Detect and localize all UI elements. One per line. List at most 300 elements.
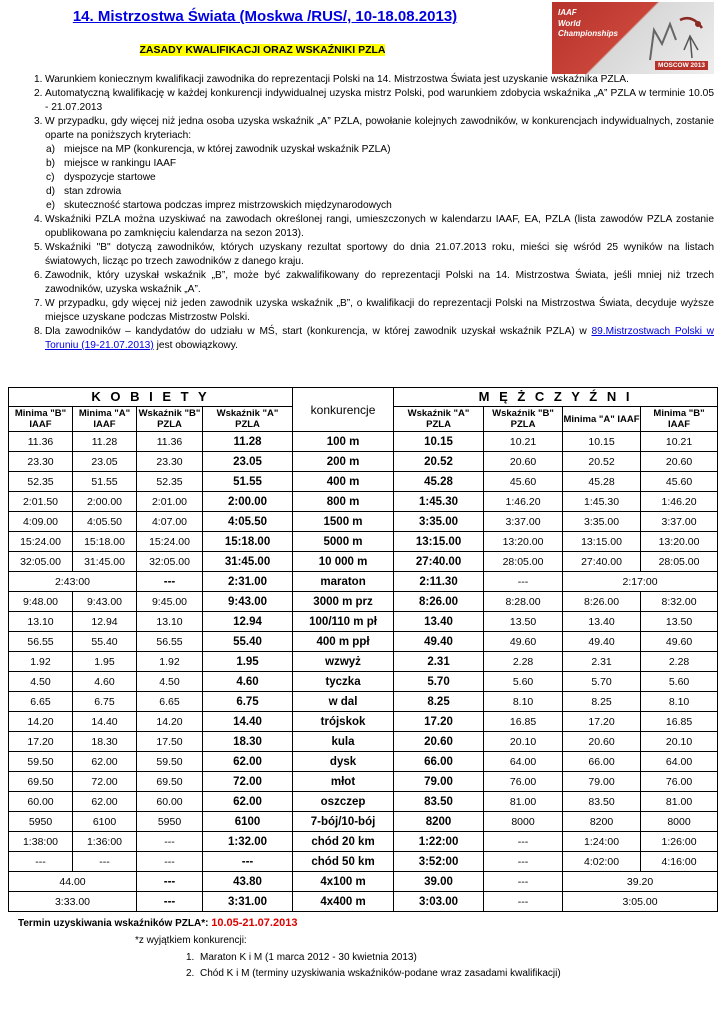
women-merged-minima: 44.00 [9,872,137,892]
men-min-b-iaaf: 20.60 [641,452,718,472]
women-wsk-b-pzla: 14.20 [137,712,203,732]
men-wsk-a-pzla: 8.25 [394,692,484,712]
women-wsk-a-pzla: 15:18.00 [203,532,293,552]
rule-text: Dla zawodników – kandydatów do udziału w MŚ, start (konkurencja, w której zawodnik uzyskał wskaźnik PZLA) w [45,326,592,337]
event-name: 4x400 m [293,892,394,912]
rule-number: 2. [34,88,43,99]
exception-text: Chód K i M (terminy uzyskiwania wskaźników-podane wraz zasadami kwalifikacji) [200,968,561,979]
event-name: wzwyż [293,652,394,672]
women-min-b-iaaf: 4.50 [9,672,73,692]
table-row [9,472,718,492]
logo-iaaf: IAAF [558,8,577,17]
criterion-c [24,171,714,185]
men-min-b-iaaf: 28:05.00 [641,552,718,572]
women-wsk-a-pzla: 18.30 [203,732,293,752]
page-subtitle [40,44,485,56]
rule-number: 6. [34,270,43,281]
women-merged-minima: 2:43:00 [9,572,137,592]
men-wsk-a-pzla: 2.31 [394,652,484,672]
rule-number: 7. [34,298,43,309]
rule-6 [24,269,714,297]
criterion-d [24,185,714,199]
rule-number: 4. [34,214,43,225]
men-wsk-b-pzla: 76.00 [484,772,563,792]
women-min-b-iaaf: 32:05.00 [9,552,73,572]
men-wsk-b-pzla: 13.50 [484,612,563,632]
men-wsk-a-pzla: 45.28 [394,472,484,492]
women-min-b-iaaf: 52.35 [9,472,73,492]
men-wsk-b-pzla: 1:46.20 [484,492,563,512]
criterion-text: miejsce na MP (konkurencja, w której zawodnik uzyskał wskaźnik PZLA) [64,144,391,155]
women-wsk-b-pzla: 59.50 [137,752,203,772]
men-wsk-a-pzla: 66.00 [394,752,484,772]
event-name: 1500 m [293,512,394,532]
men-wsk-b-pzla: 20.10 [484,732,563,752]
rule-7 [24,297,714,325]
women-min-a-iaaf: 12.94 [73,612,137,632]
women-min-b-iaaf: 23.30 [9,452,73,472]
women-header: K O B I E T Y [9,388,293,407]
men-wsk-b-pzla: --- [484,892,563,912]
criterion-text: miejsce w rankingu IAAF [64,158,177,169]
men-wsk-b-pzla: 8000 [484,812,563,832]
women-min-b-iaaf: 2:01.50 [9,492,73,512]
exception-item [178,950,561,966]
men-wsk-b-pzla: 49.60 [484,632,563,652]
men-wsk-a-pzla: 8:26.00 [394,592,484,612]
men-wsk-a-pzla: 13:15.00 [394,532,484,552]
women-min-a-iaaf: 55.40 [73,632,137,652]
event-name: chód 20 km [293,832,394,852]
table-row [9,492,718,512]
women-wsk-b-pzla: 11.36 [137,432,203,452]
men-wsk-b-pzla: 45.60 [484,472,563,492]
women-wsk-a-pzla: 2:31.00 [203,572,293,592]
women-wsk-b-pzla: 4.50 [137,672,203,692]
men-wsk-b-pzla: 28:05.00 [484,552,563,572]
men-min-b-iaaf: 2.28 [641,652,718,672]
women-wsk-a-pzla: 4.60 [203,672,293,692]
men-wsk-a-pzla: 27:40.00 [394,552,484,572]
men-wsk-b-pzla: 5.60 [484,672,563,692]
criterion-letter: d) [46,186,56,197]
men-min-a-iaaf: 45.28 [563,472,641,492]
event-name: oszczep [293,792,394,812]
women-wsk-a-pzla: --- [203,852,293,872]
table-row [9,832,718,852]
rule-number: 1. [34,74,43,85]
women-min-b-iaaf: 6.65 [9,692,73,712]
women-wsk-a-pzla: 62.00 [203,792,293,812]
table-row [9,692,718,712]
rule-5 [24,241,714,269]
women-min-a-iaaf: 62.00 [73,752,137,772]
men-min-b-iaaf: 64.00 [641,752,718,772]
men-wsk-a-pzla: 83.50 [394,792,484,812]
men-min-b-iaaf: 8:32.00 [641,592,718,612]
women-merged-minima: 3:33.00 [9,892,137,912]
women-wsk-a-pzla: 2:00.00 [203,492,293,512]
qualification-standards-table [8,387,718,912]
logo-moscow: MOSCOW 2013 [655,61,708,70]
women-wsk-b-pzla: --- [137,872,203,892]
women-min-a-iaaf: 6.75 [73,692,137,712]
men-wsk-a-pzla: 17.20 [394,712,484,732]
women-wsk-a-pzla: 55.40 [203,632,293,652]
event-name: chód 50 km [293,852,394,872]
men-wsk-b-pzla: 20.60 [484,452,563,472]
event-name: 5000 m [293,532,394,552]
athlete-icon [640,10,710,66]
women-min-a-iaaf: 14.40 [73,712,137,732]
women-min-a-iaaf: 1:36:00 [73,832,137,852]
men-wsk-a-pzla: 1:22:00 [394,832,484,852]
women-min-a-iaaf: 11.28 [73,432,137,452]
men-wsk-a-pzla: 1:45.30 [394,492,484,512]
col-m-min-b-iaaf: Minima "B" IAAF [641,407,718,432]
women-wsk-b-pzla: 17.50 [137,732,203,752]
table-row [9,752,718,772]
table-row [9,772,718,792]
col-w-min-a-iaaf: Minima "A" IAAF [73,407,137,432]
men-wsk-a-pzla: 3:35.00 [394,512,484,532]
men-wsk-a-pzla: 20.52 [394,452,484,472]
table-row [9,552,718,572]
event-name: 7-bój/10-bój [293,812,394,832]
men-wsk-a-pzla: 3:03.00 [394,892,484,912]
criterion-letter: c) [46,172,55,183]
event-name: 400 m ppł [293,632,394,652]
men-min-a-iaaf: 8.25 [563,692,641,712]
men-min-b-iaaf: 20.10 [641,732,718,752]
women-wsk-b-pzla: --- [137,832,203,852]
men-min-b-iaaf: 5.60 [641,672,718,692]
women-wsk-a-pzla: 72.00 [203,772,293,792]
table-row [9,792,718,812]
women-wsk-b-pzla: --- [137,572,203,592]
men-merged-minima: 3:05.00 [563,892,718,912]
men-min-a-iaaf: 4:02:00 [563,852,641,872]
men-min-b-iaaf: 49.60 [641,632,718,652]
pzla-period-line [18,917,297,929]
men-min-b-iaaf: 81.00 [641,792,718,812]
men-min-b-iaaf: 1:46.20 [641,492,718,512]
event-name: trójskok [293,712,394,732]
women-wsk-a-pzla: 11.28 [203,432,293,452]
women-min-b-iaaf: 4:09.00 [9,512,73,532]
women-min-a-iaaf: 9:43.00 [73,592,137,612]
table-row [9,812,718,832]
exception-note: *z wyjątkiem konkurencji: [135,935,247,946]
women-min-a-iaaf: 72.00 [73,772,137,792]
women-wsk-a-pzla: 51.55 [203,472,293,492]
women-wsk-b-pzla: 6.65 [137,692,203,712]
women-min-a-iaaf: 1.95 [73,652,137,672]
men-merged-minima: 2:17:00 [563,572,718,592]
table-row [9,532,718,552]
men-min-a-iaaf: 5.70 [563,672,641,692]
polish-championships-link[interactable]: 89.Mistrzostwach Polski w Toruniu (19-21.07.2013) [45,326,715,351]
women-wsk-a-pzla: 6100 [203,812,293,832]
rule-text: W przypadku, gdy więcej niż jedna osoba uzyska wskaźnik „A” PZLA, powołanie kolejnych zawodników, w konkurencjach indywidualnych, zostanie oparte na poniższych kryteriach: [45,116,714,141]
women-wsk-b-pzla: 1.92 [137,652,203,672]
event-name: 100 m [293,432,394,452]
col-m-wsk-a-pzla: Wskaźnik "A" PZLA [394,407,484,432]
women-min-a-iaaf: 51.55 [73,472,137,492]
subtitle-text: ZASADY KWALIFIKACJI ORAZ WSKAŹNIKI PZLA [139,44,386,56]
women-min-b-iaaf: 56.55 [9,632,73,652]
events-header: konkurencje [293,388,394,432]
women-wsk-a-pzla: 62.00 [203,752,293,772]
women-wsk-a-pzla: 3:31.00 [203,892,293,912]
women-wsk-b-pzla: --- [137,852,203,872]
women-min-a-iaaf: 62.00 [73,792,137,812]
men-min-b-iaaf: 1:26:00 [641,832,718,852]
col-m-min-a-iaaf: Minima "A" IAAF [563,407,641,432]
women-wsk-b-pzla: 5950 [137,812,203,832]
women-wsk-b-pzla: 15:24.00 [137,532,203,552]
page-title: 14. Mistrzostwa Świata (Moskwa /RUS/, 10-18.08.2013) [72,8,458,25]
men-wsk-b-pzla: 81.00 [484,792,563,812]
men-wsk-a-pzla: 39.00 [394,872,484,892]
women-wsk-b-pzla: 32:05.00 [137,552,203,572]
women-wsk-b-pzla: 13.10 [137,612,203,632]
women-min-a-iaaf: 23.05 [73,452,137,472]
men-min-a-iaaf: 3:35.00 [563,512,641,532]
men-wsk-b-pzla: 64.00 [484,752,563,772]
criterion-letter: a) [46,144,56,155]
event-name: 400 m [293,472,394,492]
women-min-a-iaaf: 4:05.50 [73,512,137,532]
men-min-a-iaaf: 27:40.00 [563,552,641,572]
logo-championships: Championships [558,29,619,38]
women-min-a-iaaf: 4.60 [73,672,137,692]
table-row [9,892,718,912]
men-min-a-iaaf: 13.40 [563,612,641,632]
table-row [9,452,718,472]
women-wsk-a-pzla: 9:43.00 [203,592,293,612]
men-min-a-iaaf: 13:15.00 [563,532,641,552]
event-name: w dal [293,692,394,712]
women-min-b-iaaf: 5950 [9,812,73,832]
women-wsk-a-pzla: 1.95 [203,652,293,672]
criterion-text: stan zdrowia [64,186,122,197]
rule-text: Wskaźniki "B" dotyczą zawodników, których uzyskany rezultat sportowy do dnia 21.07.2013 roku, mieści się wśród 25 wyników na listach światowych, licząc po trzech zawodników z danego kraju. [45,242,714,267]
table-row [9,652,718,672]
women-wsk-a-pzla: 1:32.00 [203,832,293,852]
men-min-b-iaaf: 76.00 [641,772,718,792]
pzla-period-label: Termin uzyskiwania wskaźników PZLA*: [18,918,212,929]
men-wsk-b-pzla: 16.85 [484,712,563,732]
men-wsk-b-pzla: 13:20.00 [484,532,563,552]
table-row [9,672,718,692]
table-row [9,612,718,632]
event-name: 10 000 m [293,552,394,572]
women-min-a-iaaf: 6100 [73,812,137,832]
women-min-a-iaaf: 15:18.00 [73,532,137,552]
men-wsk-b-pzla: 10.21 [484,432,563,452]
men-wsk-a-pzla: 13.40 [394,612,484,632]
men-min-a-iaaf: 83.50 [563,792,641,812]
men-min-a-iaaf: 66.00 [563,752,641,772]
men-min-a-iaaf: 8200 [563,812,641,832]
exception-number: 1. [186,952,195,963]
exception-text: Maraton K i M (1 marca 2012 - 30 kwietnia 2013) [200,952,417,963]
men-min-b-iaaf: 8.10 [641,692,718,712]
men-min-a-iaaf: 20.60 [563,732,641,752]
men-wsk-a-pzla: 10.15 [394,432,484,452]
men-wsk-b-pzla: --- [484,832,563,852]
women-wsk-b-pzla: 56.55 [137,632,203,652]
women-wsk-a-pzla: 31:45.00 [203,552,293,572]
logo-world: World [558,19,581,28]
rule-2 [24,87,714,115]
women-min-b-iaaf: 59.50 [9,752,73,772]
women-min-b-iaaf: 9:48.00 [9,592,73,612]
championships-logo [552,2,714,74]
men-wsk-b-pzla: 3:37.00 [484,512,563,532]
rule-8 [24,325,714,353]
women-min-b-iaaf: 1:38:00 [9,832,73,852]
criterion-letter: e) [46,200,56,211]
men-wsk-a-pzla: 49.40 [394,632,484,652]
rule-number: 5. [34,242,43,253]
rule-text: W przypadku, gdy więcej niż jeden zawodnik uzyska wskaźnik „B”, o kwalifikacji do reprezentacji Polski na Mistrzostwa Świata, decyduje wyższe miejsce uzyskane podczas Mistrzostw Polski. [45,298,714,323]
event-name: 4x100 m [293,872,394,892]
women-wsk-b-pzla: 60.00 [137,792,203,812]
men-wsk-b-pzla: 2.28 [484,652,563,672]
women-wsk-a-pzla: 43.80 [203,872,293,892]
exception-list [178,950,561,982]
rule-number: 8. [34,326,43,337]
women-wsk-b-pzla: 52.35 [137,472,203,492]
table-row [9,592,718,612]
women-min-b-iaaf: 17.20 [9,732,73,752]
men-merged-minima: 39.20 [563,872,718,892]
women-min-b-iaaf: --- [9,852,73,872]
table-row [9,872,718,892]
table-row [9,632,718,652]
men-min-a-iaaf: 17.20 [563,712,641,732]
event-name: tyczka [293,672,394,692]
men-wsk-b-pzla: --- [484,572,563,592]
men-wsk-a-pzla: 3:52:00 [394,852,484,872]
men-min-a-iaaf: 10.15 [563,432,641,452]
criterion-a [24,143,714,157]
women-min-a-iaaf: --- [73,852,137,872]
rule-number: 3. [34,116,43,127]
table-row [9,712,718,732]
men-min-b-iaaf: 4:16:00 [641,852,718,872]
exception-number: 2. [186,968,195,979]
men-min-b-iaaf: 10.21 [641,432,718,452]
rule-text: Zawodnik, który uzyskał wskaźnik „B”, może być zakwalifikowany do reprezentacji Polski na 14. Mistrzostwa Świata, jeśli mniej niż trzech zawodników, uzyska wskaźnik „A”. [45,270,714,295]
women-wsk-a-pzla: 12.94 [203,612,293,632]
women-wsk-b-pzla: 4:07.00 [137,512,203,532]
col-w-min-b-iaaf: Minima "B" IAAF [9,407,73,432]
rule-text: Wskaźniki PZLA można uzyskiwać na zawodach określonej rangi, umieszczonych w kalendarzu IAAF, EA, PZLA (lista zawodów PZLA zostanie opublikowana po zamknięciu kalendarza na sezon 2013). [45,214,714,239]
women-min-b-iaaf: 60.00 [9,792,73,812]
men-min-b-iaaf: 13:20.00 [641,532,718,552]
women-wsk-b-pzla: 23.30 [137,452,203,472]
col-w-wsk-a-pzla: Wskaźnik "A" PZLA [203,407,293,432]
men-wsk-a-pzla: 8200 [394,812,484,832]
men-min-b-iaaf: 16.85 [641,712,718,732]
rule-4 [24,213,714,241]
event-name: dysk [293,752,394,772]
rule-text: Automatyczną kwalifikację w każdej konkurencji indywidualnej uzyska mistrz Polski, pod warunkiem zdobycia wskaźnika „A” PZLA w terminie 10.05 - 21.07.2013 [45,88,714,113]
men-min-a-iaaf: 2.31 [563,652,641,672]
men-wsk-b-pzla: --- [484,872,563,892]
men-wsk-b-pzla: --- [484,852,563,872]
men-min-a-iaaf: 1:24:00 [563,832,641,852]
men-wsk-a-pzla: 2:11.30 [394,572,484,592]
criterion-b [24,157,714,171]
table-row [9,732,718,752]
table-group-header [9,388,718,407]
event-name: 3000 m prz [293,592,394,612]
criterion-text: skuteczność startowa podczas imprez mistrzowskich międzynarodowych [64,200,392,211]
women-wsk-b-pzla: 2:01.00 [137,492,203,512]
criterion-e [24,199,714,213]
event-name: 200 m [293,452,394,472]
men-min-b-iaaf: 45.60 [641,472,718,492]
women-wsk-a-pzla: 23.05 [203,452,293,472]
women-min-a-iaaf: 18.30 [73,732,137,752]
women-min-b-iaaf: 15:24.00 [9,532,73,552]
men-header: M Ę Ż C Z Y Ź N I [394,388,718,407]
table-row [9,432,718,452]
pzla-period-dates: 10.05-21.07.2013 [211,917,298,929]
men-min-b-iaaf: 13.50 [641,612,718,632]
women-min-a-iaaf: 2:00.00 [73,492,137,512]
rule-text: Warunkiem koniecznym kwalifikacji zawodnika do reprezentacji Polski na 14. Mistrzostwa Świata jest uzyskanie wskaźnika PZLA. [45,74,629,85]
men-min-a-iaaf: 1:45.30 [563,492,641,512]
women-min-b-iaaf: 1.92 [9,652,73,672]
women-min-b-iaaf: 14.20 [9,712,73,732]
women-min-b-iaaf: 13.10 [9,612,73,632]
rule-text-end: jest obowiązkowy. [153,340,238,351]
men-wsk-a-pzla: 79.00 [394,772,484,792]
women-min-a-iaaf: 31:45.00 [73,552,137,572]
women-wsk-b-pzla: 69.50 [137,772,203,792]
women-wsk-b-pzla: --- [137,892,203,912]
col-m-wsk-b-pzla: Wskaźnik "B" PZLA [484,407,563,432]
table-row [9,852,718,872]
men-wsk-b-pzla: 8:28.00 [484,592,563,612]
men-min-b-iaaf: 8000 [641,812,718,832]
event-name: kula [293,732,394,752]
women-min-b-iaaf: 69.50 [9,772,73,792]
women-wsk-a-pzla: 14.40 [203,712,293,732]
women-min-b-iaaf: 11.36 [9,432,73,452]
criterion-letter: b) [46,158,56,169]
rule-1 [24,73,714,87]
women-wsk-b-pzla: 9:45.00 [137,592,203,612]
qualification-rules [24,73,714,353]
men-min-a-iaaf: 79.00 [563,772,641,792]
men-min-a-iaaf: 20.52 [563,452,641,472]
men-min-a-iaaf: 49.40 [563,632,641,652]
event-name: 100/110 m pł [293,612,394,632]
men-wsk-a-pzla: 20.60 [394,732,484,752]
event-name: młot [293,772,394,792]
exception-item [178,966,561,982]
men-min-a-iaaf: 8:26.00 [563,592,641,612]
table-row [9,512,718,532]
table-row [9,572,718,592]
women-wsk-a-pzla: 4:05.50 [203,512,293,532]
